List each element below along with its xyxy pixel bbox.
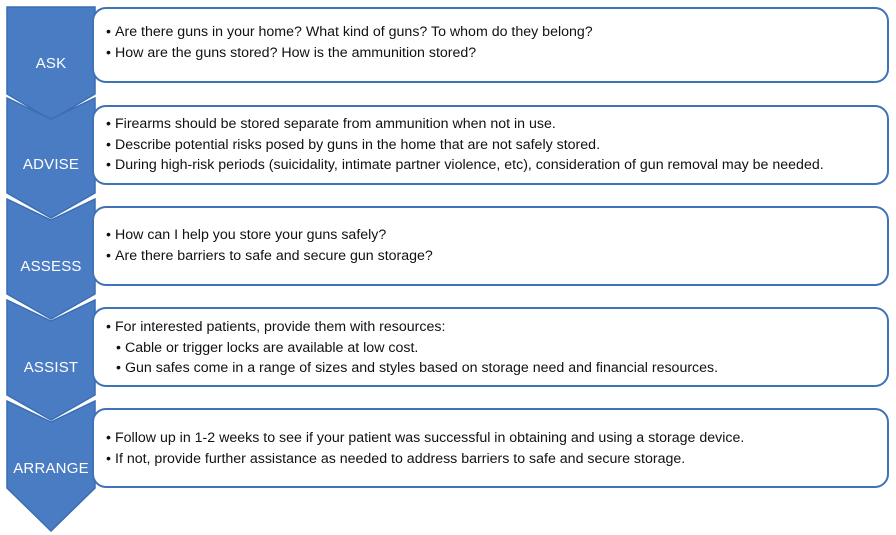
bullet-item: • Follow up in 1-2 weeks to see if your patient was successful in obtaining and using a storage device. [106, 428, 881, 449]
bullet-item: • How are the guns stored? How is the ammunition stored? [106, 43, 881, 64]
sub-bullet-item: • Cable or trigger locks are available at low cost. [116, 338, 881, 359]
step-content-box [92, 408, 889, 488]
bullet-item: • During high-risk periods (suicidality, intimate partner violence, etc), consideration of gun removal may be needed. [106, 155, 881, 176]
step-label: ASK [35, 55, 67, 72]
bullet-item: • Firearms should be stored separate from ammunition when not in use. [106, 114, 881, 135]
step-label: ARRANGE [13, 460, 89, 477]
bullet-item: • How can I help you store your guns safely? [106, 225, 881, 246]
step-label: ASSIST [23, 359, 79, 376]
bullet-item: • Describe potential risks posed by guns in the home that are not safely stored. [106, 135, 881, 156]
step-content-box [92, 307, 889, 387]
bullet-item: • Are there barriers to safe and secure gun storage? [106, 246, 881, 267]
step-content-box [92, 7, 889, 83]
step-content-box [92, 105, 889, 185]
step-label: ASSESS [20, 258, 82, 275]
step-label: ADVISE [22, 156, 80, 173]
bullet-item: • If not, provide further assistance as needed to address barriers to safe and secure storage. [106, 449, 881, 470]
bullet-item: • For interested patients, provide them with resources: [106, 317, 881, 338]
step-content-box [92, 206, 889, 286]
bullet-item: • Are there guns in your home? What kind of guns? To whom do they belong? [106, 22, 881, 43]
sub-bullet-item: • Gun safes come in a range of sizes and styles based on storage need and financial resources. [116, 358, 881, 379]
